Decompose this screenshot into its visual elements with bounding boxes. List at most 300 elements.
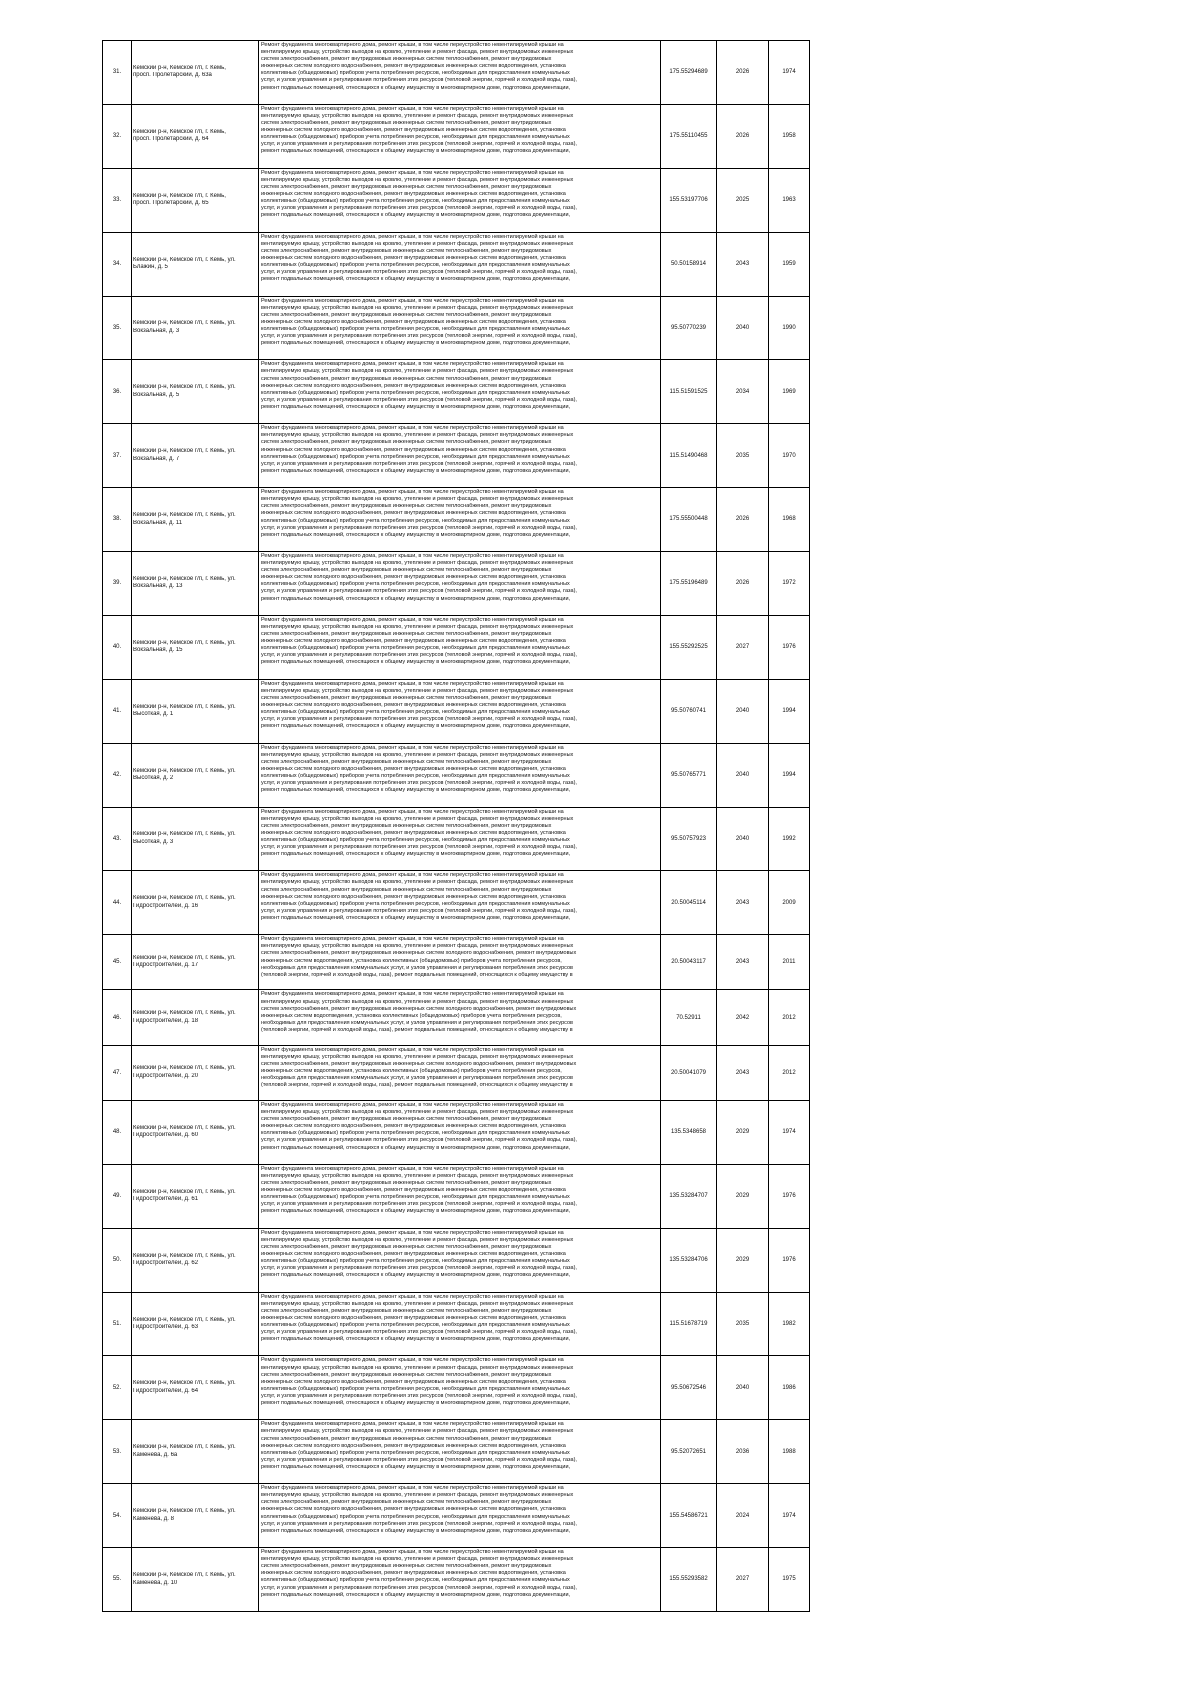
work-description-line: систем электроснабжения, ремонт внутридомовых инженерных систем теплоснабжения, ремонт внутридомовых	[261, 694, 552, 701]
build-year-cell: 1959	[769, 232, 810, 296]
work-description-line: систем электроснабжения, ремонт внутридомовых инженерных систем теплоснабжения, ремонт внутридомовых	[261, 56, 552, 63]
address-line: Кемский р-н, Кемское г/п, г. Кемь, ул.	[133, 575, 236, 582]
table-row	[103, 168, 810, 232]
work-description-line: систем электроснабжения, ремонт внутридомовых инженерных систем теплоснабжения, ремонт внутридомовых	[261, 375, 552, 382]
address-line: Каменева, д. 8	[133, 1515, 174, 1522]
cost-cell: 155.55292525	[661, 615, 717, 679]
work-description-line: инженерных систем водоотведения, установка коллективных (общедомовых) приборов учета потребления ресурсов,	[261, 1068, 562, 1074]
address-line: Блажин, д. 5	[133, 264, 168, 271]
work-description-line: услуг, и узлов управления и регулирования потребления этих ресурсов (тепловой энергии, горячей и холодной воды, газа),	[261, 524, 577, 531]
table-row	[103, 1548, 810, 1612]
row-number: 39.	[103, 552, 132, 616]
work-description-cell	[259, 1356, 661, 1420]
work-description-line: (тепловой энергии, горячей и холодной воды, газа), ремонт подвальных помещений, относящихся к общему имуществу в	[261, 971, 573, 978]
work-description-line: вентилируемую крышу, устройство выходов на кровлю, утепление и ремонт фасада, ремонт внутридомовых инженерных	[261, 368, 574, 375]
build-year-cell: 1975	[769, 1548, 810, 1612]
work-description-line: систем электроснабжения, ремонт внутридомовых инженерных систем теплоснабжения, ремонт внутридомовых	[261, 439, 552, 446]
planned-year-cell: 2024	[717, 1484, 769, 1548]
build-year-cell: 1974	[769, 41, 810, 105]
work-description-line: коллективных (общедомовых) приборов учета потребления ресурсов, необходимых для предоставления коммунальных	[261, 198, 570, 205]
work-description-line: инженерных систем холодного водоснабжения, ремонт внутридомовых инженерных систем водоотведения, установка	[261, 829, 566, 836]
address-cell	[132, 679, 259, 743]
work-description-line: инженерных систем холодного водоснабжения, ремонт внутридомовых инженерных систем водоотведения, установка	[261, 254, 566, 261]
work-description-line: систем электроснабжения, ремонт внутридомовых инженерных систем теплоснабжения, ремонт внутридомовых	[261, 758, 552, 765]
work-description-line: услуг, и узлов управления и регулирования потребления этих ресурсов (тепловой энергии, горячей и холодной воды, газа),	[261, 1329, 577, 1336]
work-description-line: инженерных систем холодного водоснабжения, ремонт внутридомовых инженерных систем водоотведения, установка	[261, 1442, 566, 1449]
work-description-cell	[259, 104, 661, 168]
cost-cell: 175.55110455	[661, 104, 717, 168]
cost-cell: 70.52911	[661, 990, 717, 1045]
work-description-line: вентилируемую крышу, устройство выходов на кровлю, утепление и ремонт фасада, ремонт внутридомовых инженерных	[261, 49, 574, 56]
row-number: 53.	[103, 1420, 132, 1484]
address-cell	[132, 104, 259, 168]
work-description-cell	[259, 1045, 661, 1100]
row-number: 55.	[103, 1548, 132, 1612]
address-line: Кемский р-н, Кемское г/п, г. Кемь, ул.	[133, 256, 236, 263]
work-description-line: ремонт подвальных помещений, относящихся к общему имуществу в многоквартирном доме, подготовка документации,	[261, 403, 571, 410]
work-description-line: систем электроснабжения, ремонт внутридомовых инженерных систем теплоснабжения, ремонт внутридомовых	[261, 503, 552, 510]
work-description-line: вентилируемую крышу, устройство выходов на кровлю, утепление и ремонт фасада, ремонт внутридомовых инженерных	[261, 687, 574, 694]
work-description-line: систем электроснабжения, ремонт внутридомовых инженерных систем теплоснабжения, ремонт внутридомовых	[261, 1563, 552, 1570]
build-year-cell: 2009	[769, 871, 810, 935]
work-description-line: инженерных систем холодного водоснабжения, ремонт внутридомовых инженерных систем водоотведения, установка	[261, 1570, 566, 1577]
cost-cell: 20.50041079	[661, 1045, 717, 1100]
capital-repair-table	[102, 40, 810, 1612]
work-description-line: коллективных (общедомовых) приборов учета потребления ресурсов, необходимых для предоставления коммунальных	[261, 645, 570, 652]
table-row	[103, 1356, 810, 1420]
work-description-line: Ремонт фундамента многоквартирного дома, ремонт крыши, в том числе переустройство невентилируемой крыши на	[261, 553, 564, 559]
address-line: Кемский р-н, Кемское г/п, г. Кемь, ул.	[133, 831, 236, 838]
table-row	[103, 615, 810, 679]
address-line: Вокзальная, д. 15	[133, 647, 183, 654]
work-description-line: Ремонт фундамента многоквартирного дома, ремонт крыши, в том числе переустройство невентилируемой крыши на	[261, 1293, 564, 1300]
build-year-cell: 1969	[769, 360, 810, 424]
address-line: Гидростроителей, д. 18	[133, 1017, 199, 1024]
work-description-line: Ремонт фундамента многоквартирного дома, ремонт крыши, в том числе переустройство невентилируемой крыши на	[261, 169, 564, 176]
planned-year-cell: 2043	[717, 232, 769, 296]
work-description-line: Ремонт фундамента многоквартирного дома, ремонт крыши, в том числе переустройство невентилируемой крыши на	[261, 680, 564, 687]
work-description-line: услуг, и узлов управления и регулирования потребления этих ресурсов (тепловой энергии, горячей и холодной воды, газа),	[261, 77, 577, 84]
cost-cell: 95.50757923	[661, 807, 717, 871]
work-description-line: вентилируемую крышу, устройство выходов на кровлю, утепление и ремонт фасада, ремонт внутридомовых инженерных	[261, 1300, 574, 1307]
work-description-line: услуг, и узлов управления и регулирования потребления этих ресурсов (тепловой энергии, горячей и холодной воды, газа),	[261, 269, 577, 276]
table-row	[103, 1045, 810, 1100]
work-description-line: ремонт подвальных помещений, относящихся к общему имуществу в многоквартирном доме, подготовка документации,	[261, 148, 571, 155]
work-description-line: вентилируемую крышу, устройство выходов на кровлю, утепление и ремонт фасада, ремонт внутридомовых инженерных	[261, 560, 574, 567]
work-description-line: услуг, и узлов управления и регулирования потребления этих ресурсов (тепловой энергии, горячей и холодной воды, газа),	[261, 780, 577, 787]
address-line: Кемский р-н, Кемское г/п, г. Кемь, ул.	[133, 1065, 236, 1072]
row-number: 34.	[103, 232, 132, 296]
address-line: Гидростроителей, д. 61	[133, 1196, 199, 1203]
build-year-cell: 1963	[769, 168, 810, 232]
table-row	[103, 990, 810, 1045]
build-year-cell: 2011	[769, 935, 810, 990]
work-description-line: систем электроснабжения, ремонт внутридомовых инженерных систем теплоснабжения, ремонт внутридомовых	[261, 1435, 552, 1442]
build-year-cell: 1970	[769, 424, 810, 488]
work-description-cell	[259, 1164, 661, 1228]
address-cell	[132, 360, 259, 424]
address-line: Кемский р-н, Кемское г/п, г. Кемь, ул.	[133, 1572, 236, 1579]
table-row	[103, 1292, 810, 1356]
build-year-cell: 1990	[769, 296, 810, 360]
row-number: 43.	[103, 807, 132, 871]
build-year-cell: 1986	[769, 1356, 810, 1420]
row-number: 51.	[103, 1292, 132, 1356]
address-line: Гидростроителей, д. 17	[133, 962, 199, 969]
work-description-line: ремонт подвальных помещений, относящихся к общему имуществу в многоквартирном доме, подготовка документации,	[261, 84, 571, 91]
work-description-line: систем электроснабжения, ремонт внутридомовых инженерных систем холодного водоснабжения, ремонт внутридомовых	[261, 1060, 577, 1067]
planned-year-cell: 2025	[717, 168, 769, 232]
work-description-line: инженерных систем водоотведения, установка коллективных (общедомовых) приборов учета потребления ресурсов,	[261, 1012, 562, 1019]
address-line: Вокзальная, д. 7	[133, 455, 180, 462]
address-line: Гидростроителей, д. 64	[133, 1387, 199, 1394]
row-number: 42.	[103, 743, 132, 807]
row-number: 36.	[103, 360, 132, 424]
address-cell	[132, 488, 259, 552]
address-line: Кемский р-н, Кемское г/п, г. Кемь, ул.	[133, 1508, 236, 1515]
table-row	[103, 743, 810, 807]
address-cell	[132, 232, 259, 296]
address-line: Вокзальная, д. 5	[133, 391, 180, 398]
address-cell	[132, 935, 259, 990]
work-description-line: вентилируемую крышу, устройство выходов на кровлю, утепление и ремонт фасада, ремонт внутридомовых инженерных	[261, 176, 574, 183]
planned-year-cell: 2040	[717, 1356, 769, 1420]
work-description-line: Ремонт фундамента многоквартирного дома, ремонт крыши, в том числе переустройство невентилируемой крыши на	[261, 1046, 564, 1053]
work-description-line: инженерных систем холодного водоснабжения, ремонт внутридомовых инженерных систем водоотведения, установка	[261, 1314, 566, 1321]
address-cell	[132, 552, 259, 616]
work-description-line: вентилируемую крышу, устройство выходов на кровлю, утепление и ремонт фасада, ремонт внутридомовых инженерных	[261, 623, 574, 630]
work-description-line: ремонт подвальных помещений, относящихся к общему имуществу в многоквартирном доме, подготовка документации,	[261, 1272, 571, 1279]
planned-year-cell: 2027	[717, 1548, 769, 1612]
work-description-line: Ремонт фундамента многоквартирного дома, ремонт крыши, в том числе переустройство невентилируемой крыши на	[261, 1101, 564, 1108]
planned-year-cell: 2029	[717, 1100, 769, 1164]
work-description-line: Ремонт фундамента многоквартирного дома, ремонт крыши, в том числе переустройство невентилируемой крыши на	[261, 1165, 564, 1172]
address-cell	[132, 1228, 259, 1292]
work-description-line: ремонт подвальных помещений, относящихся к общему имуществу в многоквартирном доме, подготовка документации,	[261, 723, 571, 730]
work-description-cell	[259, 296, 661, 360]
row-number: 37.	[103, 424, 132, 488]
planned-year-cell: 2042	[717, 990, 769, 1045]
work-description-line: ремонт подвальных помещений, относящихся к общему имуществу в многоквартирном доме, подготовка документации,	[261, 467, 571, 474]
work-description-line: Ремонт фундамента многоквартирного дома, ремонт крыши, в том числе переустройство невентилируемой крыши на	[261, 233, 564, 240]
work-description-cell	[259, 1100, 661, 1164]
address-cell	[132, 1484, 259, 1548]
row-number: 32.	[103, 104, 132, 168]
work-description-line: услуг, и узлов управления и регулирования потребления этих ресурсов (тепловой энергии, горячей и холодной воды, газа),	[261, 1137, 577, 1144]
table-row	[103, 1228, 810, 1292]
work-description-line: услуг, и узлов управления и регулирования потребления этих ресурсов (тепловой энергии, горячей и холодной воды, газа),	[261, 396, 577, 403]
work-description-line: услуг, и узлов управления и регулирования потребления этих ресурсов (тепловой энергии, горячей и холодной воды, газа),	[261, 716, 577, 723]
work-description-line: вентилируемую крышу, устройство выходов на кровлю, утепление и ремонт фасада, ремонт внутридомовых инженерных	[261, 998, 574, 1005]
work-description-line: необходимых для предоставления коммунальных услуг, и узлов управления и регулирования потребления этих ресурсов	[261, 964, 573, 971]
work-description-line: инженерных систем холодного водоснабжения, ремонт внутридомовых инженерных систем водоотведения, установка	[261, 1123, 566, 1130]
work-description-line: инженерных систем холодного водоснабжения, ремонт внутридомовых инженерных систем водоотведения, установка	[261, 702, 566, 709]
work-description-line: Ремонт фундамента многоквартирного дома, ремонт крыши, в том числе переустройство невентилируемой крыши на	[261, 808, 564, 815]
row-number: 31.	[103, 41, 132, 105]
work-description-line: инженерных систем холодного водоснабжения, ремонт внутридомовых инженерных систем водоотведения, установка	[261, 63, 566, 70]
address-line: Высоткая, д. 1	[133, 711, 174, 718]
table-row	[103, 232, 810, 296]
work-description-cell	[259, 679, 661, 743]
address-line: Кемский р-н, Кемское г/п, г. Кемь, ул.	[133, 1380, 236, 1387]
address-line: просп. Пролетарский, д. 64	[133, 136, 209, 143]
address-line: Кемский р-н, Кемское г/п, г. Кемь, ул.	[133, 1124, 236, 1131]
table-row	[103, 41, 810, 105]
work-description-line: коллективных (общедомовых) приборов учета потребления ресурсов, необходимых для предоставления коммунальных	[261, 1130, 570, 1137]
planned-year-cell: 2035	[717, 1292, 769, 1356]
address-cell	[132, 990, 259, 1045]
row-number: 44.	[103, 871, 132, 935]
address-cell	[132, 296, 259, 360]
work-description-line: инженерных систем холодного водоснабжения, ремонт внутридомовых инженерных систем водоотведения, установка	[261, 1187, 566, 1194]
work-description-line: ремонт подвальных помещений, относящихся к общему имуществу в многоквартирном доме, подготовка документации,	[261, 659, 571, 666]
planned-year-cell: 2040	[717, 296, 769, 360]
work-description-cell	[259, 807, 661, 871]
address-line: Кемский р-н, Кемское г/п, г. Кемь, ул.	[133, 895, 236, 902]
work-description-line: услуг, и узлов управления и регулирования потребления этих ресурсов (тепловой энергии, горячей и холодной воды, газа),	[261, 141, 577, 148]
work-description-line: систем электроснабжения, ремонт внутридомовых инженерных систем теплоснабжения, ремонт внутридомовых	[261, 822, 552, 829]
work-description-line: Ремонт фундамента многоквартирного дома, ремонт крыши, в том числе переустройство невентилируемой крыши на	[261, 616, 564, 623]
planned-year-cell: 2043	[717, 1045, 769, 1100]
address-cell	[132, 1356, 259, 1420]
work-description-line: ремонт подвальных помещений, относящихся к общему имуществу в многоквартирном доме, подготовка документации,	[261, 1527, 571, 1534]
work-description-line: услуг, и узлов управления и регулирования потребления этих ресурсов (тепловой энергии, горячей и холодной воды, газа),	[261, 588, 577, 595]
row-number: 46.	[103, 990, 132, 1045]
table-row	[103, 1164, 810, 1228]
cost-cell: 115.51678719	[661, 1292, 717, 1356]
work-description-line: систем электроснабжения, ремонт внутридомовых инженерных систем теплоснабжения, ремонт внутридомовых	[261, 631, 552, 638]
address-cell	[132, 1164, 259, 1228]
address-line: Гидростроителей, д. 63	[133, 1324, 199, 1331]
work-description-cell	[259, 871, 661, 935]
table-row	[103, 552, 810, 616]
work-description-line: услуг, и узлов управления и регулирования потребления этих ресурсов (тепловой энергии, горячей и холодной воды, газа),	[261, 907, 577, 914]
work-description-line: вентилируемую крышу, устройство выходов на кровлю, утепление и ремонт фасада, ремонт внутридомовых инженерных	[261, 1364, 574, 1371]
build-year-cell: 1994	[769, 743, 810, 807]
work-description-line: коллективных (общедомовых) приборов учета потребления ресурсов, необходимых для предоставления коммунальных	[261, 453, 570, 460]
address-line: Кемский р-н, Кемское г/п, г. Кемь,	[133, 64, 226, 71]
work-description-line: инженерных систем холодного водоснабжения, ремонт внутридомовых инженерных систем водоотведения, установка	[261, 191, 566, 198]
work-description-line: Ремонт фундамента многоквартирного дома, ремонт крыши, в том числе переустройство невентилируемой крыши на	[261, 105, 564, 112]
work-description-line: Ремонт фундамента многоквартирного дома, ремонт крыши, в том числе переустройство невентилируемой крыши на	[261, 489, 564, 496]
planned-year-cell: 2040	[717, 679, 769, 743]
work-description-line: систем электроснабжения, ремонт внутридомовых инженерных систем теплоснабжения, ремонт внутридомовых	[261, 247, 552, 254]
work-description-line: систем электроснабжения, ремонт внутридомовых инженерных систем теплоснабжения, ремонт внутридомовых	[261, 567, 552, 574]
work-description-line: инженерных систем холодного водоснабжения, ремонт внутридомовых инженерных систем водоотведения, установка	[261, 574, 566, 581]
work-description-line: Ремонт фундамента многоквартирного дома, ремонт крыши, в том числе переустройство невентилируемой крыши на	[261, 991, 564, 998]
work-description-line: услуг, и узлов управления и регулирования потребления этих ресурсов (тепловой энергии, горячей и холодной воды, газа),	[261, 460, 577, 467]
planned-year-cell: 2026	[717, 488, 769, 552]
work-description-line: инженерных систем водоотведения, установка коллективных (общедомовых) приборов учета потребления ресурсов,	[261, 957, 562, 964]
address-cell	[132, 1420, 259, 1484]
address-line: Гидростроителей, д. 60	[133, 1132, 199, 1139]
work-description-line: Ремонт фундамента многоквартирного дома, ремонт крыши, в том числе переустройство невентилируемой крыши на	[261, 1229, 564, 1236]
address-cell	[132, 807, 259, 871]
build-year-cell: 1982	[769, 1292, 810, 1356]
address-line: Гидростроителей, д. 62	[133, 1260, 199, 1267]
address-line: Кемский р-н, Кемское г/п, г. Кемь, ул.	[133, 1316, 236, 1323]
work-description-line: коллективных (общедомовых) приборов учета потребления ресурсов, необходимых для предоставления коммунальных	[261, 1194, 570, 1201]
cost-cell: 135.53284707	[661, 1164, 717, 1228]
address-line: Гидростроителей, д. 20	[133, 1072, 199, 1079]
work-description-line: ремонт подвальных помещений, относящихся к общему имуществу в многоквартирном доме, подготовка документации,	[261, 1400, 571, 1407]
work-description-line: систем электроснабжения, ремонт внутридомовых инженерных систем холодного водоснабжения, ремонт внутридомовых	[261, 1005, 577, 1012]
cost-cell: 95.52072651	[661, 1420, 717, 1484]
work-description-line: вентилируемую крышу, устройство выходов на кровлю, утепление и ремонт фасада, ремонт внутридомовых инженерных	[261, 1236, 574, 1243]
work-description-line: систем электроснабжения, ремонт внутридомовых инженерных систем теплоснабжения, ремонт внутридомовых	[261, 886, 552, 893]
work-description-line: услуг, и узлов управления и регулирования потребления этих ресурсов (тепловой энергии, горячей и холодной воды, газа),	[261, 1584, 577, 1591]
work-description-line: необходимых для предоставления коммунальных услуг, и узлов управления и регулирования потребления этих ресурсов	[261, 1075, 573, 1082]
work-description-cell	[259, 1548, 661, 1612]
planned-year-cell: 2036	[717, 1420, 769, 1484]
planned-year-cell: 2040	[717, 743, 769, 807]
work-description-line: коллективных (общедомовых) приборов учета потребления ресурсов, необходимых для предоставления коммунальных	[261, 1385, 570, 1392]
work-description-cell	[259, 168, 661, 232]
address-cell	[132, 1548, 259, 1612]
address-line: Вокзальная, д. 13	[133, 583, 183, 590]
table-row	[103, 424, 810, 488]
work-description-line: вентилируемую крышу, устройство выходов на кровлю, утепление и ремонт фасада, ремонт внутридомовых инженерных	[261, 1109, 574, 1116]
row-number: 49.	[103, 1164, 132, 1228]
work-description-line: коллективных (общедомовых) приборов учета потребления ресурсов, необходимых для предоставления коммунальных	[261, 134, 570, 141]
work-description-cell	[259, 1292, 661, 1356]
work-description-line: услуг, и узлов управления и регулирования потребления этих ресурсов (тепловой энергии, горячей и холодной воды, газа),	[261, 843, 577, 850]
cost-cell: 95.50765771	[661, 743, 717, 807]
row-number: 48.	[103, 1100, 132, 1164]
work-description-line: Ремонт фундамента многоквартирного дома, ремонт крыши, в том числе переустройство невентилируемой крыши на	[261, 297, 564, 304]
table-row	[103, 488, 810, 552]
work-description-line: инженерных систем холодного водоснабжения, ремонт внутридомовых инженерных систем водоотведения, установка	[261, 638, 566, 645]
work-description-line: инженерных систем холодного водоснабжения, ремонт внутридомовых инженерных систем водоотведения, установка	[261, 893, 566, 900]
work-description-line: ремонт подвальных помещений, относящихся к общему имуществу в многоквартирном доме, подготовка документации,	[261, 595, 571, 602]
work-description-line: Ремонт фундамента многоквартирного дома, ремонт крыши, в том числе переустройство невентилируемой крыши на	[261, 425, 564, 432]
work-description-line: систем электроснабжения, ремонт внутридомовых инженерных систем теплоснабжения, ремонт внутридомовых	[261, 120, 552, 127]
work-description-line: систем электроснабжения, ремонт внутридомовых инженерных систем теплоснабжения, ремонт внутридомовых	[261, 1499, 552, 1506]
work-description-line: инженерных систем холодного водоснабжения, ремонт внутридомовых инженерных систем водоотведения, установка	[261, 446, 566, 453]
cost-cell: 50.50158914	[661, 232, 717, 296]
row-number: 40.	[103, 615, 132, 679]
work-description-line: систем электроснабжения, ремонт внутридомовых инженерных систем теплоснабжения, ремонт внутридомовых	[261, 1371, 552, 1378]
work-description-line: ремонт подвальных помещений, относящихся к общему имуществу в многоквартирном доме, подготовка документации,	[261, 340, 571, 347]
planned-year-cell: 2026	[717, 552, 769, 616]
work-description-line: инженерных систем холодного водоснабжения, ремонт внутридомовых инженерных систем водоотведения, установка	[261, 1378, 566, 1385]
table-row	[103, 1484, 810, 1548]
work-description-line: ремонт подвальных помещений, относящихся к общему имуществу в многоквартирном доме, подготовка документации,	[261, 787, 571, 794]
work-description-line: коллективных (общедомовых) приборов учета потребления ресурсов, необходимых для предоставления коммунальных	[261, 709, 570, 716]
work-description-line: (тепловой энергии, горячей и холодной воды, газа), ремонт подвальных помещений, относящихся к общему имуществу в	[261, 1026, 573, 1033]
address-line: Вокзальная, д. 3	[133, 327, 180, 334]
work-description-line: услуг, и узлов управления и регулирования потребления этих ресурсов (тепловой энергии, горячей и холодной воды, газа),	[261, 332, 577, 339]
cost-cell: 175.55294689	[661, 41, 717, 105]
work-description-line: вентилируемую крышу, устройство выходов на кровлю, утепление и ремонт фасада, ремонт внутридомовых инженерных	[261, 879, 574, 886]
row-number: 52.	[103, 1356, 132, 1420]
work-description-line: услуг, и узлов управления и регулирования потребления этих ресурсов (тепловой энергии, горячей и холодной воды, газа),	[261, 1201, 577, 1208]
work-description-line: инженерных систем холодного водоснабжения, ремонт внутридомовых инженерных систем водоотведения, установка	[261, 382, 566, 389]
work-description-line: Ремонт фундамента многоквартирного дома, ремонт крыши, в том числе переустройство невентилируемой крыши на	[261, 42, 564, 48]
address-cell	[132, 615, 259, 679]
build-year-cell: 1992	[769, 807, 810, 871]
address-cell	[132, 871, 259, 935]
work-description-line: ремонт подвальных помещений, относящихся к общему имуществу в многоквартирном доме, подготовка документации,	[261, 1144, 571, 1151]
address-line: Кемский р-н, Кемское г/п, г. Кемь, ул.	[133, 954, 236, 961]
planned-year-cell: 2029	[717, 1228, 769, 1292]
work-description-line: вентилируемую крышу, устройство выходов на кровлю, утепление и ремонт фасада, ремонт внутридомовых инженерных	[261, 240, 574, 247]
planned-year-cell: 2026	[717, 104, 769, 168]
work-description-cell	[259, 552, 661, 616]
work-description-line: Ремонт фундамента многоквартирного дома, ремонт крыши, в том числе переустройство невентилируемой крыши на	[261, 1421, 564, 1428]
build-year-cell: 1972	[769, 552, 810, 616]
row-number: 54.	[103, 1484, 132, 1548]
work-description-line: коллективных (общедомовых) приборов учета потребления ресурсов, необходимых для предоставления коммунальных	[261, 1513, 570, 1520]
build-year-cell: 1976	[769, 1228, 810, 1292]
address-line: Кемский р-н, Кемское г/п, г. Кемь, ул.	[133, 1444, 236, 1451]
work-description-line: коллективных (общедомовых) приборов учета потребления ресурсов, необходимых для предоставления коммунальных	[261, 262, 570, 268]
address-line: Кемский р-н, Кемское г/п, г. Кемь, ул.	[133, 639, 236, 646]
work-description-line: услуг, и узлов управления и регулирования потребления этих ресурсов (тепловой энергии, горячей и холодной воды, газа),	[261, 652, 577, 659]
work-description-line: систем электроснабжения, ремонт внутридомовых инженерных систем теплоснабжения, ремонт внутридомовых	[261, 183, 552, 190]
work-description-cell	[259, 935, 661, 990]
work-description-line: систем электроснабжения, ремонт внутридомовых инженерных систем теплоснабжения, ремонт внутридомовых	[261, 311, 552, 318]
work-description-line: коллективных (общедомовых) приборов учета потребления ресурсов, необходимых для предоставления коммунальных	[261, 70, 570, 77]
work-description-line: ремонт подвальных помещений, относящихся к общему имуществу в многоквартирном доме, подготовка документации,	[261, 1463, 571, 1470]
address-line: просп. Пролетарский, д. 63а	[133, 72, 212, 79]
work-description-line: систем электроснабжения, ремонт внутридомовых инженерных систем теплоснабжения, ремонт внутридомовых	[261, 1307, 552, 1314]
address-line: Кемский р-н, Кемское г/п, г. Кемь, ул.	[133, 703, 236, 710]
cost-cell: 135.53284706	[661, 1228, 717, 1292]
work-description-line: инженерных систем холодного водоснабжения, ремонт внутридомовых инженерных систем водоотведения, установка	[261, 127, 566, 134]
address-cell	[132, 743, 259, 807]
table-row	[103, 1100, 810, 1164]
planned-year-cell: 2043	[717, 871, 769, 935]
work-description-line: ремонт подвальных помещений, относящихся к общему имуществу в многоквартирном доме, подготовка документации,	[261, 212, 571, 219]
table-row	[103, 679, 810, 743]
work-description-line: Ремонт фундамента многоквартирного дома, ремонт крыши, в том числе переустройство невентилируемой крыши на	[261, 361, 564, 368]
work-description-line: систем электроснабжения, ремонт внутридомовых инженерных систем теплоснабжения, ремонт внутридомовых	[261, 1243, 552, 1250]
work-description-cell	[259, 41, 661, 105]
work-description-line: вентилируемую крышу, устройство выходов на кровлю, утепление и ремонт фасада, ремонт внутридомовых инженерных	[261, 1428, 574, 1435]
cost-cell: 175.55500448	[661, 488, 717, 552]
row-number: 50.	[103, 1228, 132, 1292]
work-description-line: коллективных (общедомовых) приборов учета потребления ресурсов, необходимых для предоставления коммунальных	[261, 1258, 570, 1265]
work-description-line: инженерных систем холодного водоснабжения, ремонт внутридомовых инженерных систем водоотведения, установка	[261, 318, 566, 325]
cost-cell: 95.50770239	[661, 296, 717, 360]
work-description-line: вентилируемую крышу, устройство выходов на кровлю, утепление и ремонт фасада, ремонт внутридомовых инженерных	[261, 1053, 574, 1060]
address-line: Кемский р-н, Кемское г/п, г. Кемь,	[133, 192, 226, 199]
address-line: Кемский р-н, Кемское г/п, г. Кемь, ул.	[133, 320, 236, 327]
planned-year-cell: 2043	[717, 935, 769, 990]
row-number: 38.	[103, 488, 132, 552]
address-cell	[132, 41, 259, 105]
work-description-line: коллективных (общедомовых) приборов учета потребления ресурсов, необходимых для предоставления коммунальных	[261, 836, 570, 843]
work-description-cell	[259, 488, 661, 552]
work-description-line: вентилируемую крышу, устройство выходов на кровлю, утепление и ремонт фасада, ремонт внутридомовых инженерных	[261, 432, 574, 439]
work-description-line: необходимых для предоставления коммунальных услуг, и узлов управления и регулирования потребления этих ресурсов	[261, 1019, 573, 1026]
work-description-line: инженерных систем холодного водоснабжения, ремонт внутридомовых инженерных систем водоотведения, установка	[261, 510, 566, 517]
work-description-line: Ремонт фундамента многоквартирного дома, ремонт крыши, в том числе переустройство невентилируемой крыши на	[261, 1549, 564, 1556]
build-year-cell: 1994	[769, 679, 810, 743]
work-description-cell	[259, 615, 661, 679]
address-line: Кемский р-н, Кемское г/п, г. Кемь, ул.	[133, 448, 236, 455]
work-description-line: вентилируемую крышу, устройство выходов на кровлю, утепление и ремонт фасада, ремонт внутридомовых инженерных	[261, 112, 574, 119]
address-cell	[132, 1045, 259, 1100]
work-description-line: инженерных систем холодного водоснабжения, ремонт внутридомовых инженерных систем водоотведения, установка	[261, 765, 566, 772]
row-number: 35.	[103, 296, 132, 360]
cost-cell: 155.54586721	[661, 1484, 717, 1548]
cost-cell: 20.50043117	[661, 935, 717, 990]
work-description-line: коллективных (общедомовых) приборов учета потребления ресурсов, необходимых для предоставления коммунальных	[261, 389, 570, 396]
planned-year-cell: 2035	[717, 424, 769, 488]
cost-cell: 155.53197706	[661, 168, 717, 232]
